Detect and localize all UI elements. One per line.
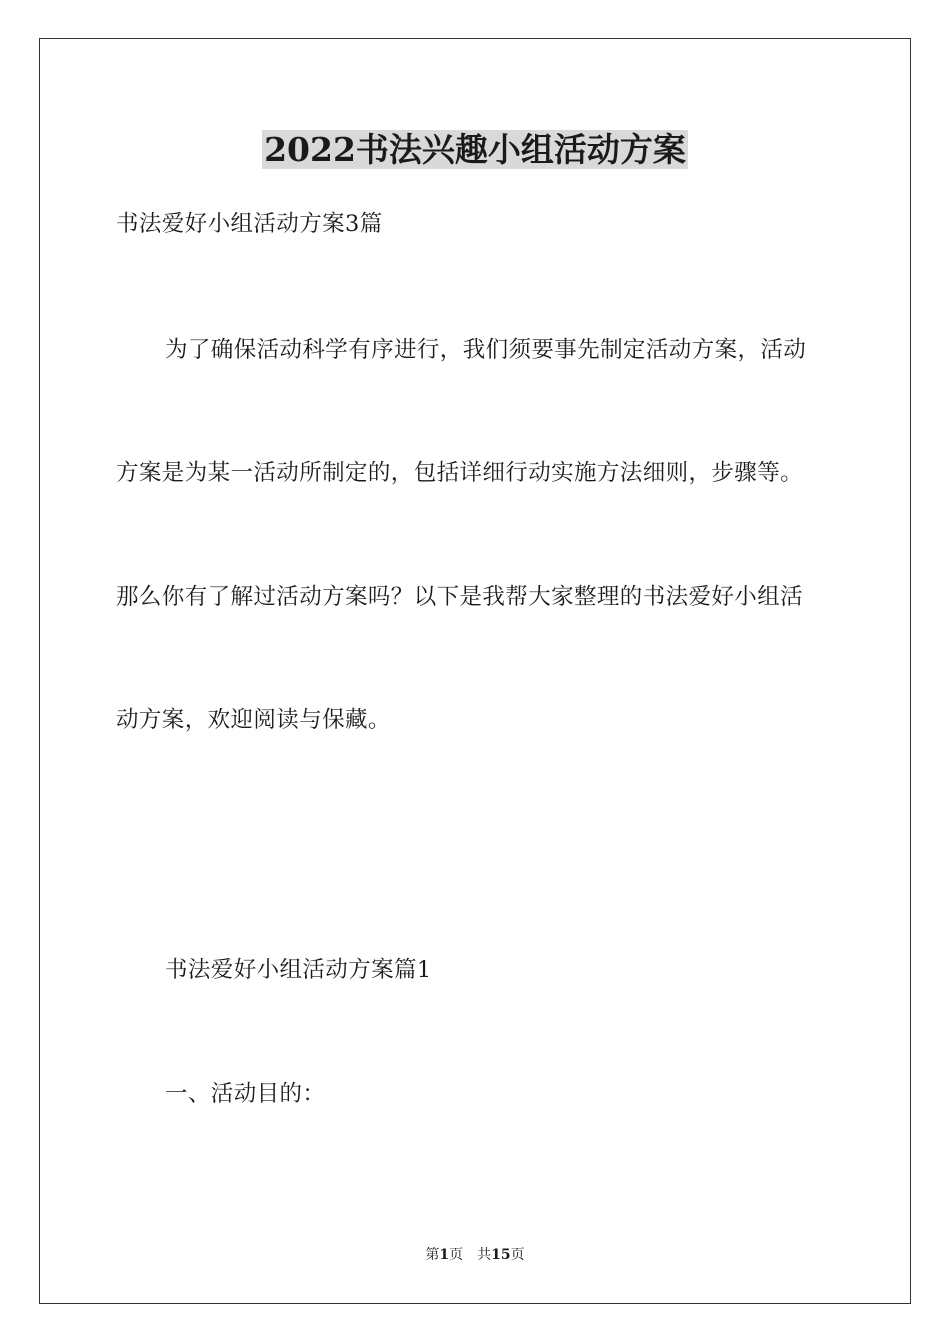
document-title-block bbox=[0, 128, 950, 172]
paragraph-line-1: 为了确保活动科学有序进行，我们须要事先制定活动方案，活动 bbox=[165, 337, 807, 363]
document-subtitle: 书法爱好小组活动方案3篇 bbox=[116, 211, 383, 237]
paragraph-line-3: 那么你有了解过活动方案吗？以下是我帮大家整理的书法爱好小组活 bbox=[116, 584, 804, 610]
page-suffix: 页 bbox=[449, 1247, 464, 1263]
page-prefix: 第 bbox=[425, 1247, 440, 1263]
item-heading: 一、活动目的： bbox=[165, 1081, 326, 1107]
page-number: 1 bbox=[439, 1247, 450, 1263]
page-footer bbox=[0, 1245, 950, 1265]
section-heading: 书法爱好小组活动方案篇1 bbox=[165, 957, 432, 983]
total-prefix: 共 bbox=[477, 1247, 492, 1263]
paragraph-line-2: 方案是为某一活动所制定的，包括详细行动实施方法细则，步骤等。 bbox=[116, 460, 804, 486]
total-pages: 15 bbox=[491, 1247, 511, 1263]
total-suffix: 页 bbox=[510, 1247, 525, 1263]
paragraph-line-4: 动方案，欢迎阅读与保藏。 bbox=[116, 707, 391, 733]
document-title: 2022书法兴趣小组活动方案 bbox=[264, 130, 686, 169]
